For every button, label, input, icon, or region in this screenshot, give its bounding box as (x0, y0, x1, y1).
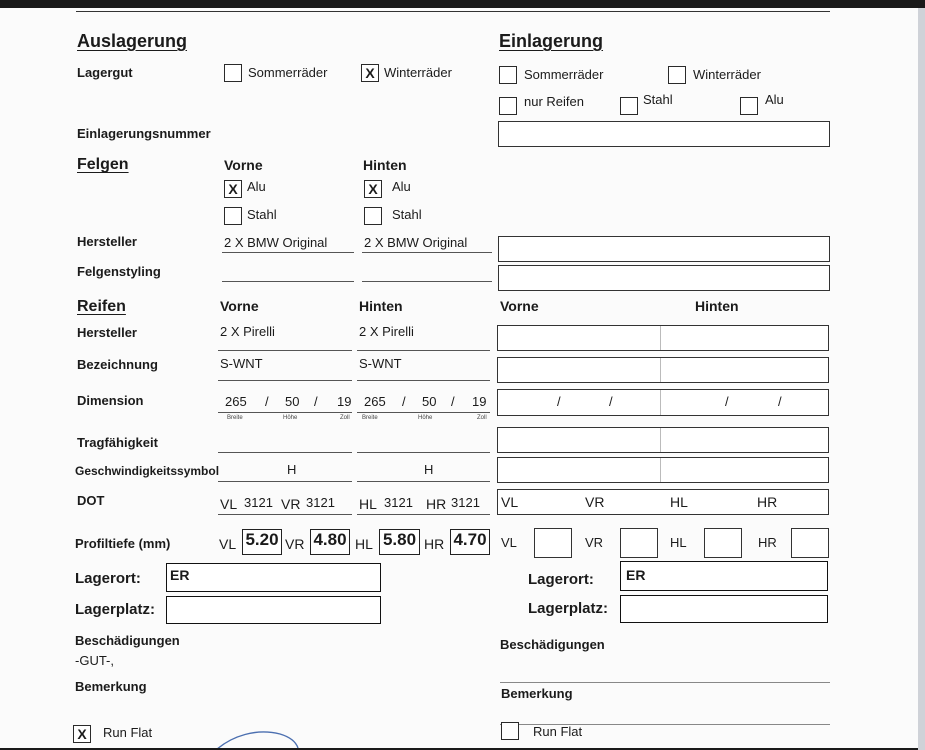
dot-vr-label: VR (281, 496, 301, 512)
einlagerungsnummer-label: Einlagerungsnummer (77, 126, 211, 141)
profil-hr-label: HR (424, 536, 445, 552)
felgen-hersteller-hinten: 2 X BMW Original (364, 235, 468, 250)
felgenstyling-label: Felgenstyling (77, 264, 161, 279)
underline (500, 682, 830, 683)
bezeichnung-vorne: S-WNT (220, 356, 263, 371)
felgen-vorne-stahl-checkbox[interactable] (224, 207, 242, 225)
felgen-title: Felgen (77, 156, 129, 173)
dim-slash: / (265, 394, 269, 409)
aus-sommer-checkbox[interactable] (224, 64, 242, 82)
ein-tragfaehigkeit-field[interactable] (497, 427, 829, 453)
ein-schaeden-label: Beschädigungen (500, 637, 605, 652)
ein-winter-label: Winterräder (693, 67, 761, 82)
sub-breite: Breite (362, 415, 378, 421)
dot-hr-label: HR (426, 496, 447, 512)
reifen-title: Reifen (77, 298, 126, 315)
lagergut-label: Lagergut (77, 65, 133, 80)
dim-hinten-zoll: 19 (472, 394, 487, 409)
dot-vr-value: 3121 (306, 495, 335, 510)
ein-profil-vr-field[interactable] (620, 528, 658, 558)
profil-vl-value: 5.20 (242, 529, 282, 555)
felgen-hersteller-label: Hersteller (77, 234, 137, 249)
aus-runflat-label: Run Flat (103, 725, 153, 740)
ein-profil-vr-label: VR (585, 535, 604, 550)
ein-lagerort-field[interactable] (620, 561, 828, 591)
underline (362, 281, 492, 282)
ein-lagerplatz-field[interactable] (620, 595, 828, 623)
aus-winter-checkbox[interactable]: X (361, 64, 379, 82)
ein-alu-label: Alu (765, 92, 784, 107)
dim-hinten-breite: 265 (364, 394, 386, 409)
dot-vl-value: 3121 (244, 495, 273, 510)
ein-nur-reifen-label: nur Reifen (524, 94, 584, 109)
aus-lagerort-value: ER (170, 567, 190, 583)
reifen-hersteller-hinten: 2 X Pirelli (359, 324, 414, 339)
column-divider (660, 428, 661, 452)
profil-hl-value: 5.80 (379, 529, 420, 555)
aus-lagerplatz-field[interactable] (166, 596, 381, 624)
ein-stahl-checkbox[interactable] (620, 97, 638, 115)
top-rule (76, 11, 830, 12)
ein-dot-vl: VL (501, 494, 519, 510)
felgen-hinten-stahl-checkbox[interactable] (364, 207, 382, 225)
underline (218, 412, 352, 413)
ein-profil-hl-field[interactable] (704, 528, 742, 558)
ein-profil-vl-field[interactable] (534, 528, 572, 558)
aus-lagerort-label: Lagerort: (75, 570, 141, 587)
ein-geschw-field[interactable] (497, 457, 829, 483)
ein-stahl-label: Stahl (643, 92, 673, 107)
ein-dim-slash: / (778, 394, 782, 409)
einlagerungsnummer-field[interactable] (498, 121, 830, 147)
reifen-hersteller-vorne: 2 X Pirelli (220, 324, 275, 339)
profil-vr-value: 4.80 (310, 529, 350, 555)
sub-hoehe: Höhe (283, 415, 298, 421)
aus-sommer-label: Sommerräder (248, 65, 328, 80)
ein-bezeichnung-field[interactable] (497, 357, 829, 383)
aus-winter-label: Winterräder (384, 65, 452, 80)
ein-nur-reifen-checkbox[interactable] (499, 97, 517, 115)
ein-bemerkung-label: Bemerkung (501, 686, 573, 701)
underline (357, 412, 490, 413)
ein-lagerplatz-label: Lagerplatz: (528, 600, 609, 617)
geschw-label: Geschwindigkeitssymbol (75, 464, 220, 478)
underline (357, 481, 490, 482)
dim-vorne-zoll: 19 (337, 394, 352, 409)
underline (218, 514, 352, 515)
dim-slash: / (451, 394, 455, 409)
ein-profil-vl-label: VL (501, 535, 517, 550)
dot-label: DOT (77, 493, 105, 508)
tragfaehigkeit-label: Tragfähigkeit (77, 435, 158, 450)
dot-hl-value: 3121 (384, 495, 413, 510)
felgen-vorne-header: Vorne (224, 157, 263, 173)
reifen-vorne-header: Vorne (220, 298, 259, 314)
profil-vr-label: VR (285, 536, 305, 552)
ein-felgen-hersteller-field[interactable] (498, 236, 830, 262)
felgen-hinten-header: Hinten (363, 157, 407, 173)
profil-hl-label: HL (355, 536, 373, 552)
ein-alu-checkbox[interactable] (740, 97, 758, 115)
dimension-label: Dimension (77, 393, 144, 408)
underline (357, 350, 490, 351)
underline (218, 481, 352, 482)
ein-runflat-label: Run Flat (533, 724, 583, 739)
einlagerung-title: Einlagerung (499, 31, 604, 51)
aus-schaeden-label: Beschädigungen (75, 633, 180, 648)
ein-dim-slash: / (725, 394, 729, 409)
dot-hl-label: HL (359, 496, 377, 512)
form-page (0, 8, 918, 748)
ein-dot-field[interactable] (497, 489, 829, 515)
aus-lagerort-field[interactable] (166, 563, 381, 592)
aus-lagerplatz-label: Lagerplatz: (75, 601, 156, 618)
felgen-hinten-alu-checkbox[interactable]: X (364, 180, 382, 198)
ein-sommer-checkbox[interactable] (499, 66, 517, 84)
aus-schaeden-value: -GUT-, (75, 653, 114, 668)
felgen-vorne-stahl-label: Stahl (247, 207, 277, 222)
ein-reifen-hersteller-field[interactable] (497, 325, 829, 351)
sub-hoehe: Höhe (418, 415, 433, 421)
ein-reifen-vorne-header: Vorne (500, 298, 539, 314)
ein-dot-vr: VR (585, 494, 605, 510)
underline (218, 380, 352, 381)
underline (357, 514, 490, 515)
felgen-vorne-alu-label: Alu (247, 179, 266, 194)
reifen-hersteller-label: Hersteller (77, 325, 137, 340)
signature-scribble (210, 730, 300, 748)
ein-runflat-checkbox[interactable] (501, 722, 519, 740)
felgen-hinten-stahl-label: Stahl (392, 207, 422, 222)
column-divider (660, 326, 661, 350)
bezeichnung-label: Bezeichnung (77, 357, 158, 372)
dot-vl-label: VL (220, 496, 238, 512)
ein-lagerort-value: ER (626, 567, 646, 583)
underline (357, 380, 490, 381)
underline (222, 252, 354, 253)
ein-dim-slash: / (609, 394, 613, 409)
underline (218, 350, 352, 351)
bezeichnung-hinten: S-WNT (359, 356, 402, 371)
felgen-hinten-alu-label: Alu (392, 179, 411, 194)
geschw-hinten: H (424, 462, 434, 477)
ein-profil-hr-field[interactable] (791, 528, 829, 558)
underline (357, 452, 490, 453)
ein-profil-hl-label: HL (670, 535, 687, 550)
sub-breite: Breite (227, 415, 243, 421)
dim-slash: / (402, 394, 406, 409)
profil-label: Profiltiefe (mm) (75, 536, 171, 551)
sub-zoll: Zoll (340, 415, 350, 421)
column-divider (660, 390, 661, 415)
profil-hr-value: 4.70 (450, 529, 490, 555)
ein-reifen-hinten-header: Hinten (695, 298, 739, 314)
ein-dim-slash: / (557, 394, 561, 409)
geschw-vorne: H (287, 462, 297, 477)
auslagerung-title: Auslagerung (77, 31, 188, 51)
dim-vorne-breite: 265 (225, 394, 247, 409)
profil-vl-label: VL (219, 536, 237, 552)
aus-runflat-checkbox[interactable]: X (73, 725, 91, 743)
page-edge (918, 8, 925, 750)
reifen-hinten-header: Hinten (359, 298, 403, 314)
ein-profil-hr-label: HR (758, 535, 777, 550)
felgen-hersteller-vorne: 2 X BMW Original (224, 235, 328, 250)
underline (222, 281, 354, 282)
ein-felgenstyling-field[interactable] (498, 265, 830, 291)
underline (362, 252, 492, 253)
ein-winter-checkbox[interactable] (668, 66, 686, 84)
ein-lagerort-label: Lagerort: (528, 571, 594, 588)
dim-vorne-hoehe: 50 (285, 394, 300, 409)
underline (218, 452, 352, 453)
aus-bemerkung-label: Bemerkung (75, 679, 147, 694)
ein-sommer-label: Sommerräder (524, 67, 604, 82)
column-divider (660, 458, 661, 482)
felgen-vorne-alu-checkbox[interactable]: X (224, 180, 242, 198)
ein-dot-hr: HR (757, 494, 778, 510)
ein-dot-hl: HL (670, 494, 688, 510)
dim-slash: / (314, 394, 318, 409)
dot-hr-value: 3121 (451, 495, 480, 510)
column-divider (660, 358, 661, 382)
sub-zoll: Zoll (477, 415, 487, 421)
dim-hinten-hoehe: 50 (422, 394, 437, 409)
